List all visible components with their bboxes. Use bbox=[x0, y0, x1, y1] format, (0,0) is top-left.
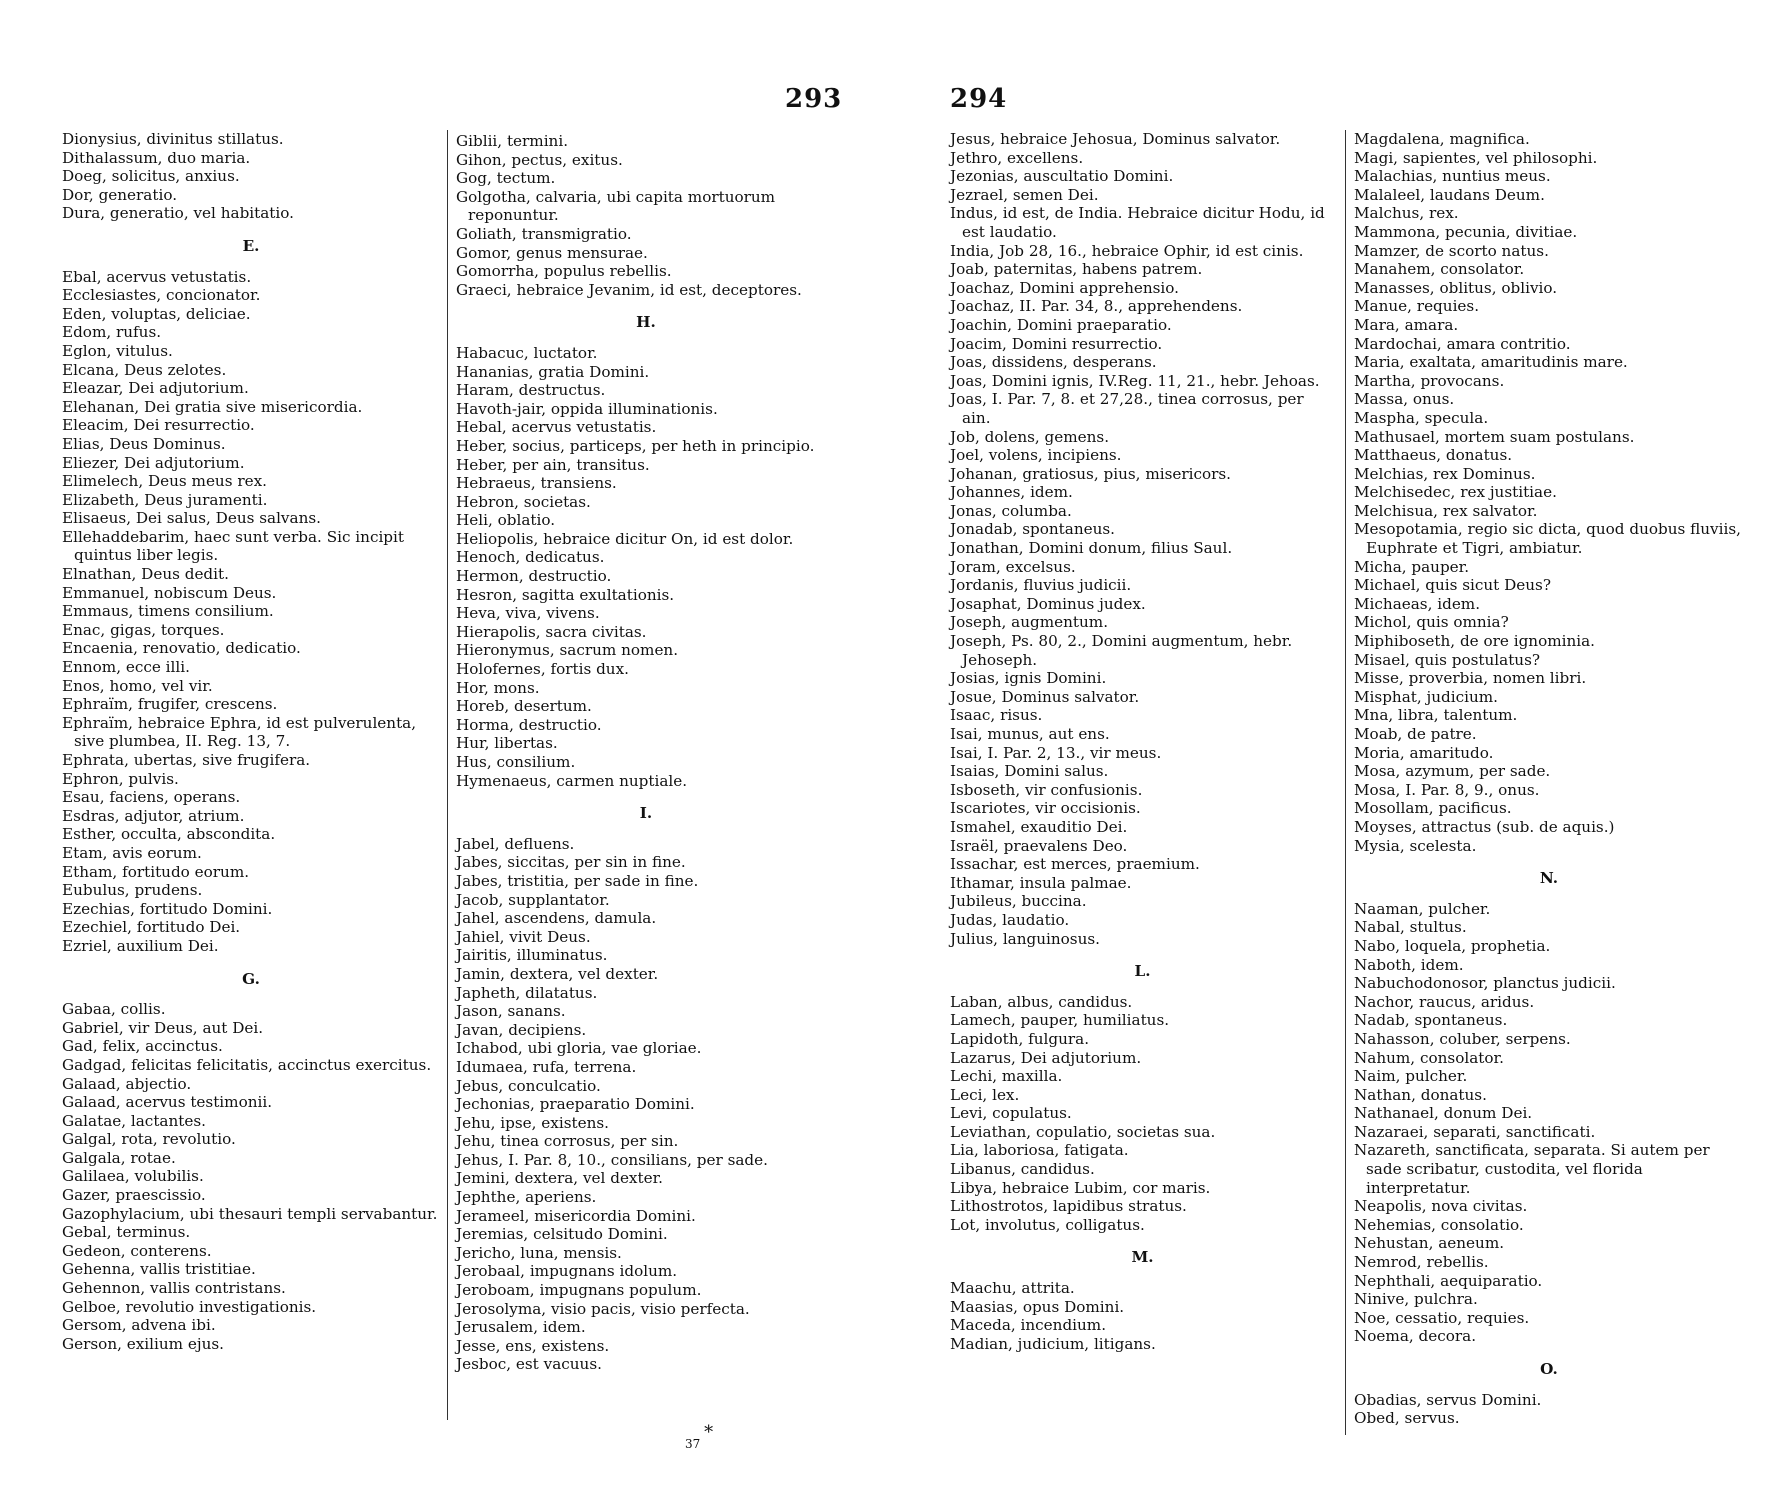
glossary-entry: Lechi, maxilla. bbox=[950, 1067, 1063, 1086]
glossary-entry: Jehu, ipse, existens. bbox=[456, 1113, 610, 1132]
glossary-entry: Jethro, excellens. bbox=[950, 148, 1084, 167]
glossary-entry: Joram, excelsus. bbox=[950, 557, 1076, 576]
glossary-entry: Galatae, lactantes. bbox=[62, 1111, 206, 1130]
glossary-entry: Nahum, consolator. bbox=[1354, 1048, 1504, 1067]
glossary-entry: Gabaa, collis. bbox=[62, 1000, 166, 1019]
glossary-entry: Maspha, specula. bbox=[1354, 408, 1489, 427]
glossary-entry: Mamzer, de scorto natus. bbox=[1354, 241, 1549, 260]
glossary-entry: Neapolis, nova civitas. bbox=[1354, 1197, 1528, 1216]
glossary-entry: Gadgad, felicitas felicitatis, accinctus exercitus. bbox=[62, 1055, 432, 1074]
glossary-entry: Habacuc, luctator. bbox=[456, 343, 598, 362]
glossary-entry: Nachor, raucus, aridus. bbox=[1354, 992, 1535, 1011]
glossary-entry: Galgala, rotae. bbox=[62, 1148, 176, 1167]
glossary-entry: Mosollam, pacificus. bbox=[1354, 799, 1512, 818]
section-letter-heading: M. bbox=[1131, 1248, 1154, 1267]
glossary-entry: Josue, Dominus salvator. bbox=[950, 687, 1140, 706]
glossary-entry: Emmanuel, nobiscum Deus. bbox=[62, 583, 277, 602]
glossary-entry: Maria, exaltata, amaritudinis mare. bbox=[1354, 353, 1628, 372]
glossary-entry: Jezrael, semen Dei. bbox=[950, 185, 1099, 204]
glossary-entry: Magdalena, magnifica. bbox=[1354, 130, 1530, 148]
glossary-entry: Joachaz, Domini apprehensio. bbox=[950, 278, 1179, 297]
glossary-entry: Jezonias, auscultatio Domini. bbox=[950, 167, 1174, 186]
glossary-entry: Jubileus, buccina. bbox=[950, 892, 1087, 911]
glossary-entry: Horma, destructio. bbox=[456, 715, 602, 734]
glossary-entry: Hus, consilium. bbox=[456, 753, 576, 771]
glossary-entry: Gabriel, vir Deus, aut Dei. bbox=[62, 1018, 264, 1037]
glossary-entry: Joas, Domini ignis, IV.Reg. 11, 21., hebr. Jehoas. bbox=[950, 371, 1320, 390]
glossary-entry: Hebron, societas. bbox=[456, 492, 591, 511]
glossary-entry: Hesron, sagitta exultationis. bbox=[456, 585, 675, 604]
glossary-entry: Misphat, judicium. bbox=[1354, 687, 1498, 706]
glossary-entry: Jesboc, est vacuus. bbox=[456, 1355, 602, 1374]
glossary-entry: Japheth, dilatatus. bbox=[456, 983, 598, 1002]
glossary-entry: Jonathan, Domini donum, filius Saul. bbox=[950, 539, 1233, 558]
glossary-entry: Isai, munus, aut ens. bbox=[950, 725, 1110, 743]
glossary-entry: Haram, destructus. bbox=[456, 381, 606, 400]
section-letter-heading: H. bbox=[636, 313, 656, 332]
glossary-entry: Obed, servus. bbox=[1354, 1409, 1460, 1428]
glossary-entry: Julius, languinosus. bbox=[950, 929, 1100, 948]
glossary-entry: Ezriel, auxilium Dei. bbox=[62, 936, 219, 955]
glossary-entry: Judas, laudatio. bbox=[950, 910, 1070, 929]
glossary-entry: Magi, sapientes, vel philosophi. bbox=[1354, 148, 1598, 167]
glossary-entry: Holofernes, fortis dux. bbox=[456, 660, 629, 679]
glossary-entry: Ellehaddebarim, haec sunt verba. Sic incipit quintus liber legis. bbox=[62, 527, 404, 565]
glossary-entry: Nathan, donatus. bbox=[1354, 1085, 1487, 1104]
glossary-entry: Ephraïm, hebraice Ephra, id est pulverulenta, sive plumbea, II. Reg. 13, 7. bbox=[62, 713, 417, 751]
glossary-entry: Henoch, dedicatus. bbox=[456, 548, 605, 567]
glossary-entry: Heber, socius, particeps, per heth in principio. bbox=[456, 436, 815, 455]
glossary-entry: Isai, I. Par. 2, 13., vir meus. bbox=[950, 743, 1162, 762]
glossary-entry: Gebal, terminus. bbox=[62, 1223, 191, 1242]
glossary-entry: Jerusalem, idem. bbox=[456, 1318, 586, 1337]
glossary-entry: Lia, laboriosa, fatigata. bbox=[950, 1141, 1129, 1160]
glossary-entry: Jacob, supplantator. bbox=[456, 890, 610, 909]
glossary-entry: Maceda, incendium. bbox=[950, 1316, 1107, 1335]
glossary-entry: Melchias, rex Dominus. bbox=[1354, 464, 1536, 483]
glossary-entry: Mara, amara. bbox=[1354, 315, 1459, 334]
glossary-entry: Noe, cessatio, requies. bbox=[1354, 1308, 1530, 1327]
glossary-entry: Indus, id est, de India. Hebraice dicitur Hodu, id est laudatio. bbox=[950, 204, 1325, 241]
column-rule bbox=[1345, 130, 1346, 1435]
glossary-entry: Joacim, Domini resurrectio. bbox=[950, 334, 1163, 353]
glossary-entry: Javan, decipiens. bbox=[456, 1020, 587, 1039]
glossary-entry: Hur, libertas. bbox=[456, 734, 558, 753]
glossary-entry: Lazarus, Dei adjutorium. bbox=[950, 1048, 1142, 1067]
signature-mark: * bbox=[704, 1422, 714, 1443]
glossary-entry: Nadab, spontaneus. bbox=[1354, 1011, 1508, 1030]
glossary-entry: Mammona, pecunia, divitiae. bbox=[1354, 222, 1578, 241]
glossary-entry: Manasses, oblitus, oblivio. bbox=[1354, 278, 1558, 297]
glossary-entry: Dionysius, divinitus stillatus. bbox=[62, 130, 284, 148]
glossary-entry: Jonas, columba. bbox=[950, 501, 1072, 520]
glossary-entry: Dithalassum, duo maria. bbox=[62, 148, 251, 167]
glossary-entry: Hieronymus, sacrum nomen. bbox=[456, 641, 679, 660]
glossary-entry: Jairitis, illuminatus. bbox=[456, 946, 608, 965]
glossary-entry: Nazaraei, separati, sanctificati. bbox=[1354, 1122, 1596, 1141]
glossary-entry: Ennom, ecce illi. bbox=[62, 658, 190, 677]
glossary-entry: Eliezer, Dei adjutorium. bbox=[62, 453, 245, 472]
glossary-entry: Jamin, dextera, vel dexter. bbox=[456, 964, 659, 983]
right-page-column-1 bbox=[950, 130, 1335, 1353]
glossary-entry: Esther, occulta, abscondita. bbox=[62, 825, 276, 844]
glossary-entry: Leviathan, copulatio, societas sua. bbox=[950, 1122, 1216, 1141]
glossary-entry: Naboth, idem. bbox=[1354, 955, 1464, 974]
glossary-entry: Doeg, solicitus, anxius. bbox=[62, 167, 240, 186]
glossary-entry: Job, dolens, gemens. bbox=[950, 427, 1110, 446]
glossary-entry: Nabuchodonosor, planctus judicii. bbox=[1354, 974, 1616, 993]
glossary-entry: Gazer, praescissio. bbox=[62, 1186, 206, 1205]
glossary-entry: Lot, involutus, colligatus. bbox=[950, 1215, 1145, 1234]
section-letter-heading: N. bbox=[1539, 869, 1559, 888]
glossary-entry: Iscariotes, vir occisionis. bbox=[950, 799, 1141, 818]
glossary-entry: Eubulus, prudens. bbox=[62, 881, 203, 900]
glossary-entry: Malchus, rex. bbox=[1354, 204, 1459, 223]
glossary-entry: Moyses, attractus (sub. de aquis.) bbox=[1354, 817, 1615, 836]
glossary-entry: Giblii, termini. bbox=[456, 132, 569, 150]
glossary-entry: Jehus, I. Par. 8, 10., consilians, per sade. bbox=[456, 1150, 768, 1169]
glossary-entry: Maachu, attrita. bbox=[950, 1279, 1075, 1298]
glossary-entry: Havoth-jair, oppida illuminationis. bbox=[456, 399, 718, 418]
glossary-entry: Jabes, tristitia, per sade in fine. bbox=[456, 871, 699, 890]
glossary-entry: Heliopolis, hebraice dicitur On, id est dolor. bbox=[456, 529, 794, 548]
glossary-entry: Ebal, acervus vetustatis. bbox=[62, 267, 252, 286]
glossary-entry: Dor, generatio. bbox=[62, 185, 178, 204]
glossary-entry: Manahem, consolator. bbox=[1354, 260, 1525, 279]
glossary-entry: Joel, volens, incipiens. bbox=[950, 446, 1122, 465]
glossary-entry: Hananias, gratia Domini. bbox=[456, 362, 650, 381]
glossary-entry: Mesopotamia, regio sic dicta, quod duobus fluviis, Euphrate et Tigri, ambiatur. bbox=[1354, 520, 1741, 558]
glossary-entry: Galaad, acervus testimonii. bbox=[62, 1093, 273, 1112]
glossary-entry: Ephraïm, frugifer, crescens. bbox=[62, 695, 278, 714]
glossary-entry: Jabes, siccitas, per sin in fine. bbox=[456, 853, 686, 872]
glossary-entry: Esau, faciens, operans. bbox=[62, 788, 241, 807]
glossary-entry: Jerobaal, impugnans idolum. bbox=[456, 1262, 678, 1281]
section-letter-heading: I. bbox=[639, 804, 653, 823]
glossary-entry: Jerameel, misericordia Domini. bbox=[456, 1206, 696, 1225]
section-letter-heading: G. bbox=[242, 969, 260, 988]
glossary-entry: Idumaea, rufa, terrena. bbox=[456, 1057, 637, 1076]
glossary-entry: Ithamar, insula palmae. bbox=[950, 873, 1132, 892]
glossary-entry: Moab, de patre. bbox=[1354, 725, 1477, 743]
glossary-entry: Ezechias, fortitudo Domini. bbox=[62, 899, 273, 918]
glossary-entry: Mna, libra, talentum. bbox=[1354, 706, 1518, 725]
footer-signature bbox=[685, 1422, 714, 1453]
glossary-entry: Joas, dissidens, desperans. bbox=[950, 353, 1157, 372]
glossary-entry: Jahel, ascendens, damula. bbox=[456, 909, 657, 928]
glossary-entry: Jason, sanans. bbox=[456, 1002, 566, 1021]
glossary-entry: Jeroboam, impugnans populum. bbox=[456, 1281, 702, 1300]
glossary-entry: Goliath, transmigratio. bbox=[456, 224, 632, 243]
glossary-entry: Isaias, Domini salus. bbox=[950, 762, 1109, 781]
glossary-entry: Miphiboseth, de ore ignominia. bbox=[1354, 632, 1595, 651]
glossary-entry: Leci, lex. bbox=[950, 1085, 1020, 1104]
glossary-entry: Nabo, loquela, prophetia. bbox=[1354, 936, 1551, 955]
glossary-entry: Joab, paternitas, habens patrem. bbox=[950, 260, 1203, 279]
left-page-column-1 bbox=[62, 130, 440, 1353]
glossary-entry: Misse, proverbia, nomen libri. bbox=[1354, 669, 1587, 688]
glossary-entry: Eleacim, Dei resurrectio. bbox=[62, 416, 255, 435]
glossary-entry: Lapidoth, fulgura. bbox=[950, 1029, 1090, 1048]
glossary-entry: Malaleel, laudans Deum. bbox=[1354, 185, 1545, 204]
glossary-entry: Hebal, acervus vetustatis. bbox=[456, 418, 657, 437]
glossary-entry: Nathanael, donum Dei. bbox=[1354, 1104, 1533, 1123]
glossary-entry: Melchisua, rex salvator. bbox=[1354, 501, 1538, 520]
glossary-entry: Etam, avis eorum. bbox=[62, 843, 202, 862]
glossary-entry: Naim, pulcher. bbox=[1354, 1067, 1468, 1086]
glossary-entry: Joachaz, II. Par. 34, 8., apprehendens. bbox=[950, 297, 1243, 316]
glossary-entry: Ninive, pulchra. bbox=[1354, 1290, 1478, 1309]
glossary-entry: Isaac, risus. bbox=[950, 706, 1043, 725]
glossary-entry: Enac, gigas, torques. bbox=[62, 620, 225, 639]
glossary-entry: Nehustan, aeneum. bbox=[1354, 1234, 1505, 1253]
glossary-entry: Ezechiel, fortitudo Dei. bbox=[62, 918, 241, 937]
glossary-entry: Heli, oblatio. bbox=[456, 511, 556, 530]
glossary-entry: Gomorrha, populus rebellis. bbox=[456, 262, 672, 281]
glossary-entry: Hebraeus, transiens. bbox=[456, 474, 617, 493]
glossary-entry: Gersom, advena ibi. bbox=[62, 1316, 216, 1335]
glossary-entry: Levi, copulatus. bbox=[950, 1104, 1072, 1123]
glossary-entry: Ichabod, ubi gloria, vae gloriae. bbox=[456, 1039, 702, 1058]
glossary-entry: Michaeas, idem. bbox=[1354, 594, 1481, 613]
glossary-entry: Horeb, desertum. bbox=[456, 697, 592, 716]
right-page-column-2 bbox=[1354, 130, 1744, 1428]
glossary-entry: Mosa, azymum, per sade. bbox=[1354, 762, 1551, 781]
glossary-entry: Galgal, rota, revolutio. bbox=[62, 1130, 236, 1149]
glossary-entry: Michael, quis sicut Deus? bbox=[1354, 576, 1551, 595]
glossary-entry: Ephrata, ubertas, sive frugifera. bbox=[62, 751, 311, 769]
glossary-entry: Johanan, gratiosus, pius, misericors. bbox=[950, 464, 1232, 483]
glossary-entry: Josaphat, Dominus judex. bbox=[950, 594, 1146, 613]
glossary-entry: Esdras, adjutor, atrium. bbox=[62, 806, 245, 825]
glossary-entry: Eleazar, Dei adjutorium. bbox=[62, 379, 249, 398]
glossary-entry: Massa, onus. bbox=[1354, 390, 1455, 409]
page-number-left: 293 bbox=[785, 84, 843, 114]
glossary-entry: Gihon, pectus, exitus. bbox=[456, 150, 623, 169]
glossary-entry: Nephthali, aequiparatio. bbox=[1354, 1271, 1543, 1290]
glossary-entry: Elcana, Deus zelotes. bbox=[62, 360, 227, 379]
glossary-entry: Galilaea, volubilis. bbox=[62, 1167, 204, 1186]
section-letter-heading: O. bbox=[1540, 1360, 1558, 1378]
glossary-entry: Jericho, luna, mensis. bbox=[456, 1243, 622, 1262]
glossary-entry: Elehanan, Dei gratia sive misericordia. bbox=[62, 397, 363, 416]
glossary-entry: Madian, judicium, litigans. bbox=[950, 1334, 1156, 1353]
glossary-entry: Gehennon, vallis contristans. bbox=[62, 1279, 286, 1298]
glossary-entry: Isboseth, vir confusionis. bbox=[950, 780, 1143, 799]
glossary-entry: Martha, provocans. bbox=[1354, 371, 1505, 390]
glossary-entry: Ismahel, exauditio Dei. bbox=[950, 817, 1128, 836]
glossary-entry: Elizabeth, Deus juramenti. bbox=[62, 490, 268, 509]
glossary-entry: Lithostrotos, lapidibus stratus. bbox=[950, 1197, 1187, 1216]
glossary-entry: Libanus, candidus. bbox=[950, 1160, 1095, 1179]
glossary-entry: Moria, amaritudo. bbox=[1354, 743, 1494, 762]
glossary-entry: Jeremias, celsitudo Domini. bbox=[456, 1225, 668, 1244]
left-page-column-2 bbox=[456, 132, 836, 1374]
glossary-entry: Joseph, augmentum. bbox=[950, 613, 1109, 632]
glossary-entry: Gad, felix, accinctus. bbox=[62, 1037, 223, 1056]
glossary-entry: Emmaus, timens consilium. bbox=[62, 602, 274, 621]
glossary-entry: Hermon, destructio. bbox=[456, 567, 612, 586]
glossary-entry: Gog, tectum. bbox=[456, 169, 556, 188]
glossary-entry: Jesse, ens, existens. bbox=[456, 1336, 610, 1355]
glossary-entry: Hor, mons. bbox=[456, 678, 540, 697]
glossary-entry: Heva, viva, vivens. bbox=[456, 604, 600, 623]
glossary-entry: Laban, albus, candidus. bbox=[950, 992, 1133, 1011]
glossary-entry: Heber, per ain, transitus. bbox=[456, 455, 650, 474]
glossary-entry: Edom, rufus. bbox=[62, 323, 162, 342]
glossary-entry: Maasias, opus Domini. bbox=[950, 1297, 1125, 1316]
glossary-entry: Graeci, hebraice Jevanim, id est, deceptores. bbox=[456, 280, 802, 299]
glossary-entry: Etham, fortitudo eorum. bbox=[62, 862, 250, 881]
glossary-entry: Gomor, genus mensurae. bbox=[456, 243, 648, 262]
glossary-entry: India, Job 28, 16., hebraice Ophir, id est cinis. bbox=[950, 241, 1304, 260]
glossary-entry: Mardochai, amara contritio. bbox=[1354, 334, 1571, 353]
glossary-entry: Jabel, defluens. bbox=[456, 834, 575, 853]
glossary-entry: Micha, pauper. bbox=[1354, 557, 1470, 576]
glossary-entry: Mosa, I. Par. 8, 9., onus. bbox=[1354, 780, 1540, 799]
glossary-entry: Elimelech, Deus meus rex. bbox=[62, 472, 267, 491]
glossary-entry: Johannes, idem. bbox=[950, 483, 1073, 502]
glossary-entry: Issachar, est merces, praemium. bbox=[950, 855, 1200, 874]
section-letter-heading: L. bbox=[1134, 962, 1151, 981]
glossary-entry: Jebus, conculcatio. bbox=[456, 1076, 601, 1095]
glossary-entry: Nehemias, consolatio. bbox=[1354, 1215, 1524, 1234]
glossary-entry: Gedeon, conterens. bbox=[62, 1241, 212, 1260]
glossary-entry: Obadias, servus Domini. bbox=[1354, 1390, 1542, 1409]
glossary-entry: Melchisedec, rex justitiae. bbox=[1354, 483, 1557, 502]
glossary-entry: Jephthe, aperiens. bbox=[456, 1188, 597, 1207]
glossary-entry: Ephron, pulvis. bbox=[62, 769, 179, 788]
glossary-entry: Michol, quis omnia? bbox=[1354, 613, 1509, 632]
glossary-entry: Jehu, tinea corrosus, per sin. bbox=[456, 1132, 679, 1151]
glossary-entry: Gazophylacium, ubi thesauri templi servabantur. bbox=[62, 1204, 438, 1223]
glossary-entry: Gerson, exilium ejus. bbox=[62, 1334, 224, 1353]
glossary-entry: Nahasson, coluber, serpens. bbox=[1354, 1029, 1571, 1048]
glossary-entry: Elisaeus, Dei salus, Deus salvans. bbox=[62, 509, 321, 528]
glossary-entry: Nemrod, rebellis. bbox=[1354, 1253, 1489, 1272]
glossary-entry: Elias, Deus Dominus. bbox=[62, 434, 226, 453]
glossary-entry: Ecclesiastes, concionator. bbox=[62, 286, 261, 305]
glossary-entry: Jechonias, praeparatio Domini. bbox=[456, 1095, 695, 1114]
glossary-entry: Jordanis, fluvius judicii. bbox=[950, 576, 1132, 595]
glossary-entry: Jahiel, vivit Deus. bbox=[456, 927, 591, 946]
glossary-entry: Hierapolis, sacra civitas. bbox=[456, 622, 647, 641]
glossary-entry: Naaman, pulcher. bbox=[1354, 899, 1491, 918]
glossary-entry: Gehenna, vallis tristitiae. bbox=[62, 1260, 256, 1279]
signature-number: 37 bbox=[685, 1437, 701, 1451]
glossary-entry: Encaenia, renovatio, dedicatio. bbox=[62, 639, 301, 658]
glossary-entry: Hymenaeus, carmen nuptiale. bbox=[456, 771, 688, 790]
glossary-entry: Jemini, dextera, vel dexter. bbox=[456, 1169, 664, 1188]
glossary-entry: Israël, praevalens Deo. bbox=[950, 836, 1128, 855]
glossary-entry: Mysia, scelesta. bbox=[1354, 836, 1477, 855]
section-letter-heading: E. bbox=[242, 236, 260, 255]
glossary-entry: Joseph, Ps. 80, 2., Domini augmentum, hebr. Jehoseph. bbox=[950, 632, 1293, 669]
glossary-entry: Dura, generatio, vel habitatio. bbox=[62, 204, 294, 223]
glossary-entry: Joachin, Domini praeparatio. bbox=[950, 315, 1172, 334]
glossary-entry: Lamech, pauper, humiliatus. bbox=[950, 1011, 1170, 1030]
glossary-entry: Nazareth, sanctificata, separata. Si autem per sade scribatur, custodita, vel florida interpretatur. bbox=[1354, 1141, 1710, 1197]
glossary-entry: Libya, hebraice Lubim, cor maris. bbox=[950, 1178, 1211, 1197]
glossary-entry: Jesus, hebraice Jehosua, Dominus salvator. bbox=[950, 130, 1281, 148]
glossary-entry: Mathusael, mortem suam postulans. bbox=[1354, 427, 1635, 446]
glossary-entry: Jerosolyma, visio pacis, visio perfecta. bbox=[456, 1299, 750, 1318]
glossary-entry: Gelboe, revolutio investigationis. bbox=[62, 1297, 317, 1316]
glossary-entry: Josias, ignis Domini. bbox=[950, 669, 1107, 688]
glossary-entry: Joas, I. Par. 7, 8. et 27,28., tinea corrosus, per ain. bbox=[950, 390, 1304, 427]
page-number-right: 294 bbox=[950, 84, 1008, 114]
glossary-entry: Misael, quis postulatus? bbox=[1354, 650, 1541, 669]
glossary-entry: Matthaeus, donatus. bbox=[1354, 446, 1513, 465]
glossary-entry: Elnathan, Deus dedit. bbox=[62, 565, 229, 584]
glossary-entry: Enos, homo, vel vir. bbox=[62, 676, 213, 695]
column-rule bbox=[447, 130, 448, 1420]
glossary-entry: Noema, decora. bbox=[1354, 1327, 1477, 1346]
glossary-entry: Jonadab, spontaneus. bbox=[950, 520, 1115, 539]
glossary-entry: Malachias, nuntius meus. bbox=[1354, 167, 1551, 186]
glossary-entry: Nabal, stultus. bbox=[1354, 918, 1467, 937]
glossary-entry: Eden, voluptas, deliciae. bbox=[62, 304, 251, 323]
glossary-entry: Galaad, abjectio. bbox=[62, 1074, 192, 1093]
glossary-entry: Manue, requies. bbox=[1354, 297, 1480, 316]
glossary-entry: Eglon, vitulus. bbox=[62, 341, 173, 360]
glossary-entry: Golgotha, calvaria, ubi capita mortuorum reponuntur. bbox=[456, 187, 776, 225]
